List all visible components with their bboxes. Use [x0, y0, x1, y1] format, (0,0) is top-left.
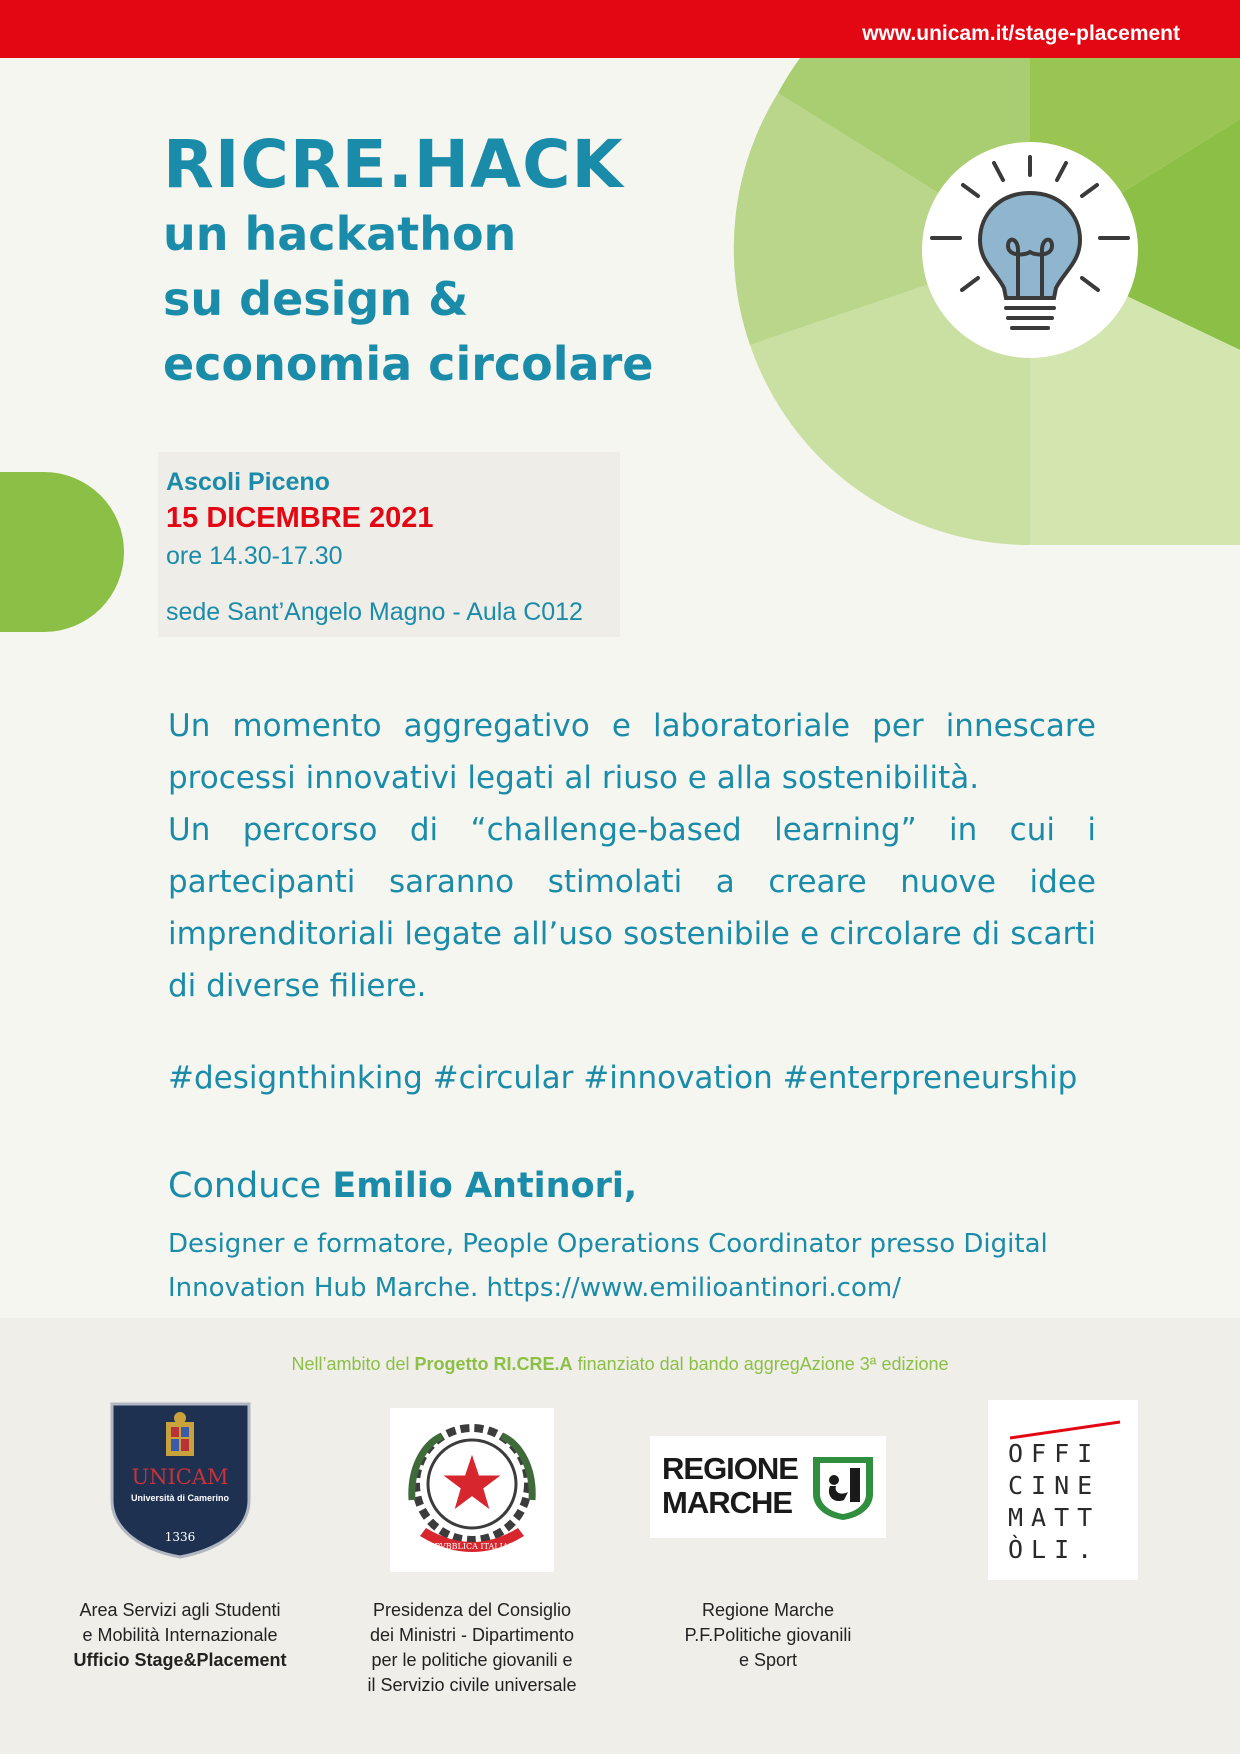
officine-row-4: ÒLI. [1008, 1535, 1101, 1564]
bio-line-1: Designer e formatore, People Operations Coordinator presso Digital [168, 1229, 1048, 1259]
bio-line-2: Innovation Hub Marche. https://www.emilioantinori.com/ [168, 1273, 901, 1303]
unicam-year: 1336 [164, 1530, 196, 1544]
speaker-lead: Conduce [168, 1166, 333, 1206]
regione-caption-line-2: P.F.Politiche giovanili [684, 1625, 852, 1645]
regione-caption-line-3: e Sport [738, 1650, 798, 1670]
funding-project: Progetto RI.CRE.A [414, 1354, 573, 1374]
officine-row-2: CINE [1008, 1471, 1101, 1500]
officine-row-1: OFFI [1008, 1439, 1101, 1468]
presidenza-caption-line-1: Presidenza del Consiglio [372, 1600, 572, 1620]
regione-word-2: MARCHE [662, 1485, 793, 1520]
speaker-bio [168, 1222, 1098, 1310]
presidenza-caption-line-2: dei Ministri - Dipartimento [369, 1625, 575, 1645]
subtitle-line-2: su design & [163, 272, 469, 326]
unicam-logo [108, 1400, 253, 1560]
unicam-caption-line-2: e Mobilità Internazionale [82, 1625, 278, 1645]
presidenza-caption-line-3: per le politiche giovanili e [371, 1650, 573, 1670]
subtitle-line-1: un hackathon [163, 207, 517, 261]
event-venue: sede Sant’Angelo Magno - Aula C012 [166, 598, 583, 626]
headline [163, 128, 653, 397]
regione-shield-icon [810, 1454, 876, 1522]
presidenza-caption-line-4: il Servizio civile universale [367, 1675, 577, 1695]
event-date: 15 DICEMBRE 2021 [166, 502, 434, 534]
event-details [158, 452, 620, 637]
officine-row-3: MATT [1008, 1503, 1101, 1532]
event-time: ore 14.30-17.30 [166, 542, 343, 570]
officine-wordmark [1008, 1438, 1100, 1566]
unicam-caption-line-1: Area Servizi agli Studenti [79, 1600, 281, 1620]
speaker-line [168, 1166, 637, 1206]
unicam-caption [50, 1598, 310, 1673]
unicam-name: UNICAM [131, 1465, 229, 1489]
subtitle-line-3: economia circolare [163, 337, 654, 391]
website-url[interactable]: www.unicam.it/stage-placement [862, 22, 1180, 45]
funding-suffix: finanziato dal bando aggregAzione 3ª edizione [572, 1354, 949, 1374]
unicam-caption-line-3: Ufficio Stage&Placement [73, 1650, 287, 1670]
event-city: Ascoli Piceno [166, 468, 330, 496]
description [168, 700, 1096, 1012]
republic-emblem-icon [390, 1408, 554, 1572]
funding-prefix: Nell’ambito del [291, 1354, 415, 1374]
presidenza-caption [342, 1598, 602, 1698]
regione-wordmark [662, 1452, 798, 1520]
regione-caption-line-1: Regione Marche [701, 1600, 835, 1620]
speaker-name: Emilio Antinori, [332, 1166, 638, 1206]
red-slash-icon [1008, 1418, 1123, 1440]
funding-note [0, 1354, 1240, 1375]
description-paragraph-1: Un momento aggregativo e laboratoriale per innescare processi innovativi legati al riuso e alla sostenibilità. [168, 708, 1096, 796]
regione-word-1: REGIONE [662, 1451, 798, 1486]
unicam-subtitle: Università di Camerino [130, 1493, 230, 1503]
officine-logo-box [988, 1400, 1138, 1580]
emblem-motto: REPVBBLICA ITALIANA [422, 1542, 522, 1551]
description-paragraph-2: Un percorso di “challenge-based learning” in cui i partecipanti saranno stimolati a creare nuove idee imprenditoriali legate all’uso sostenibile e circolare di scarti di diverse filiere. [168, 812, 1096, 1004]
presidenza-logo-box [390, 1408, 554, 1572]
hashtags: #designthinking #circular #innovation #enterpreneurship [168, 1060, 1078, 1096]
regione-logo-box [650, 1436, 886, 1538]
event-title: RICRE.HACK [163, 126, 624, 203]
regione-caption [638, 1598, 898, 1673]
